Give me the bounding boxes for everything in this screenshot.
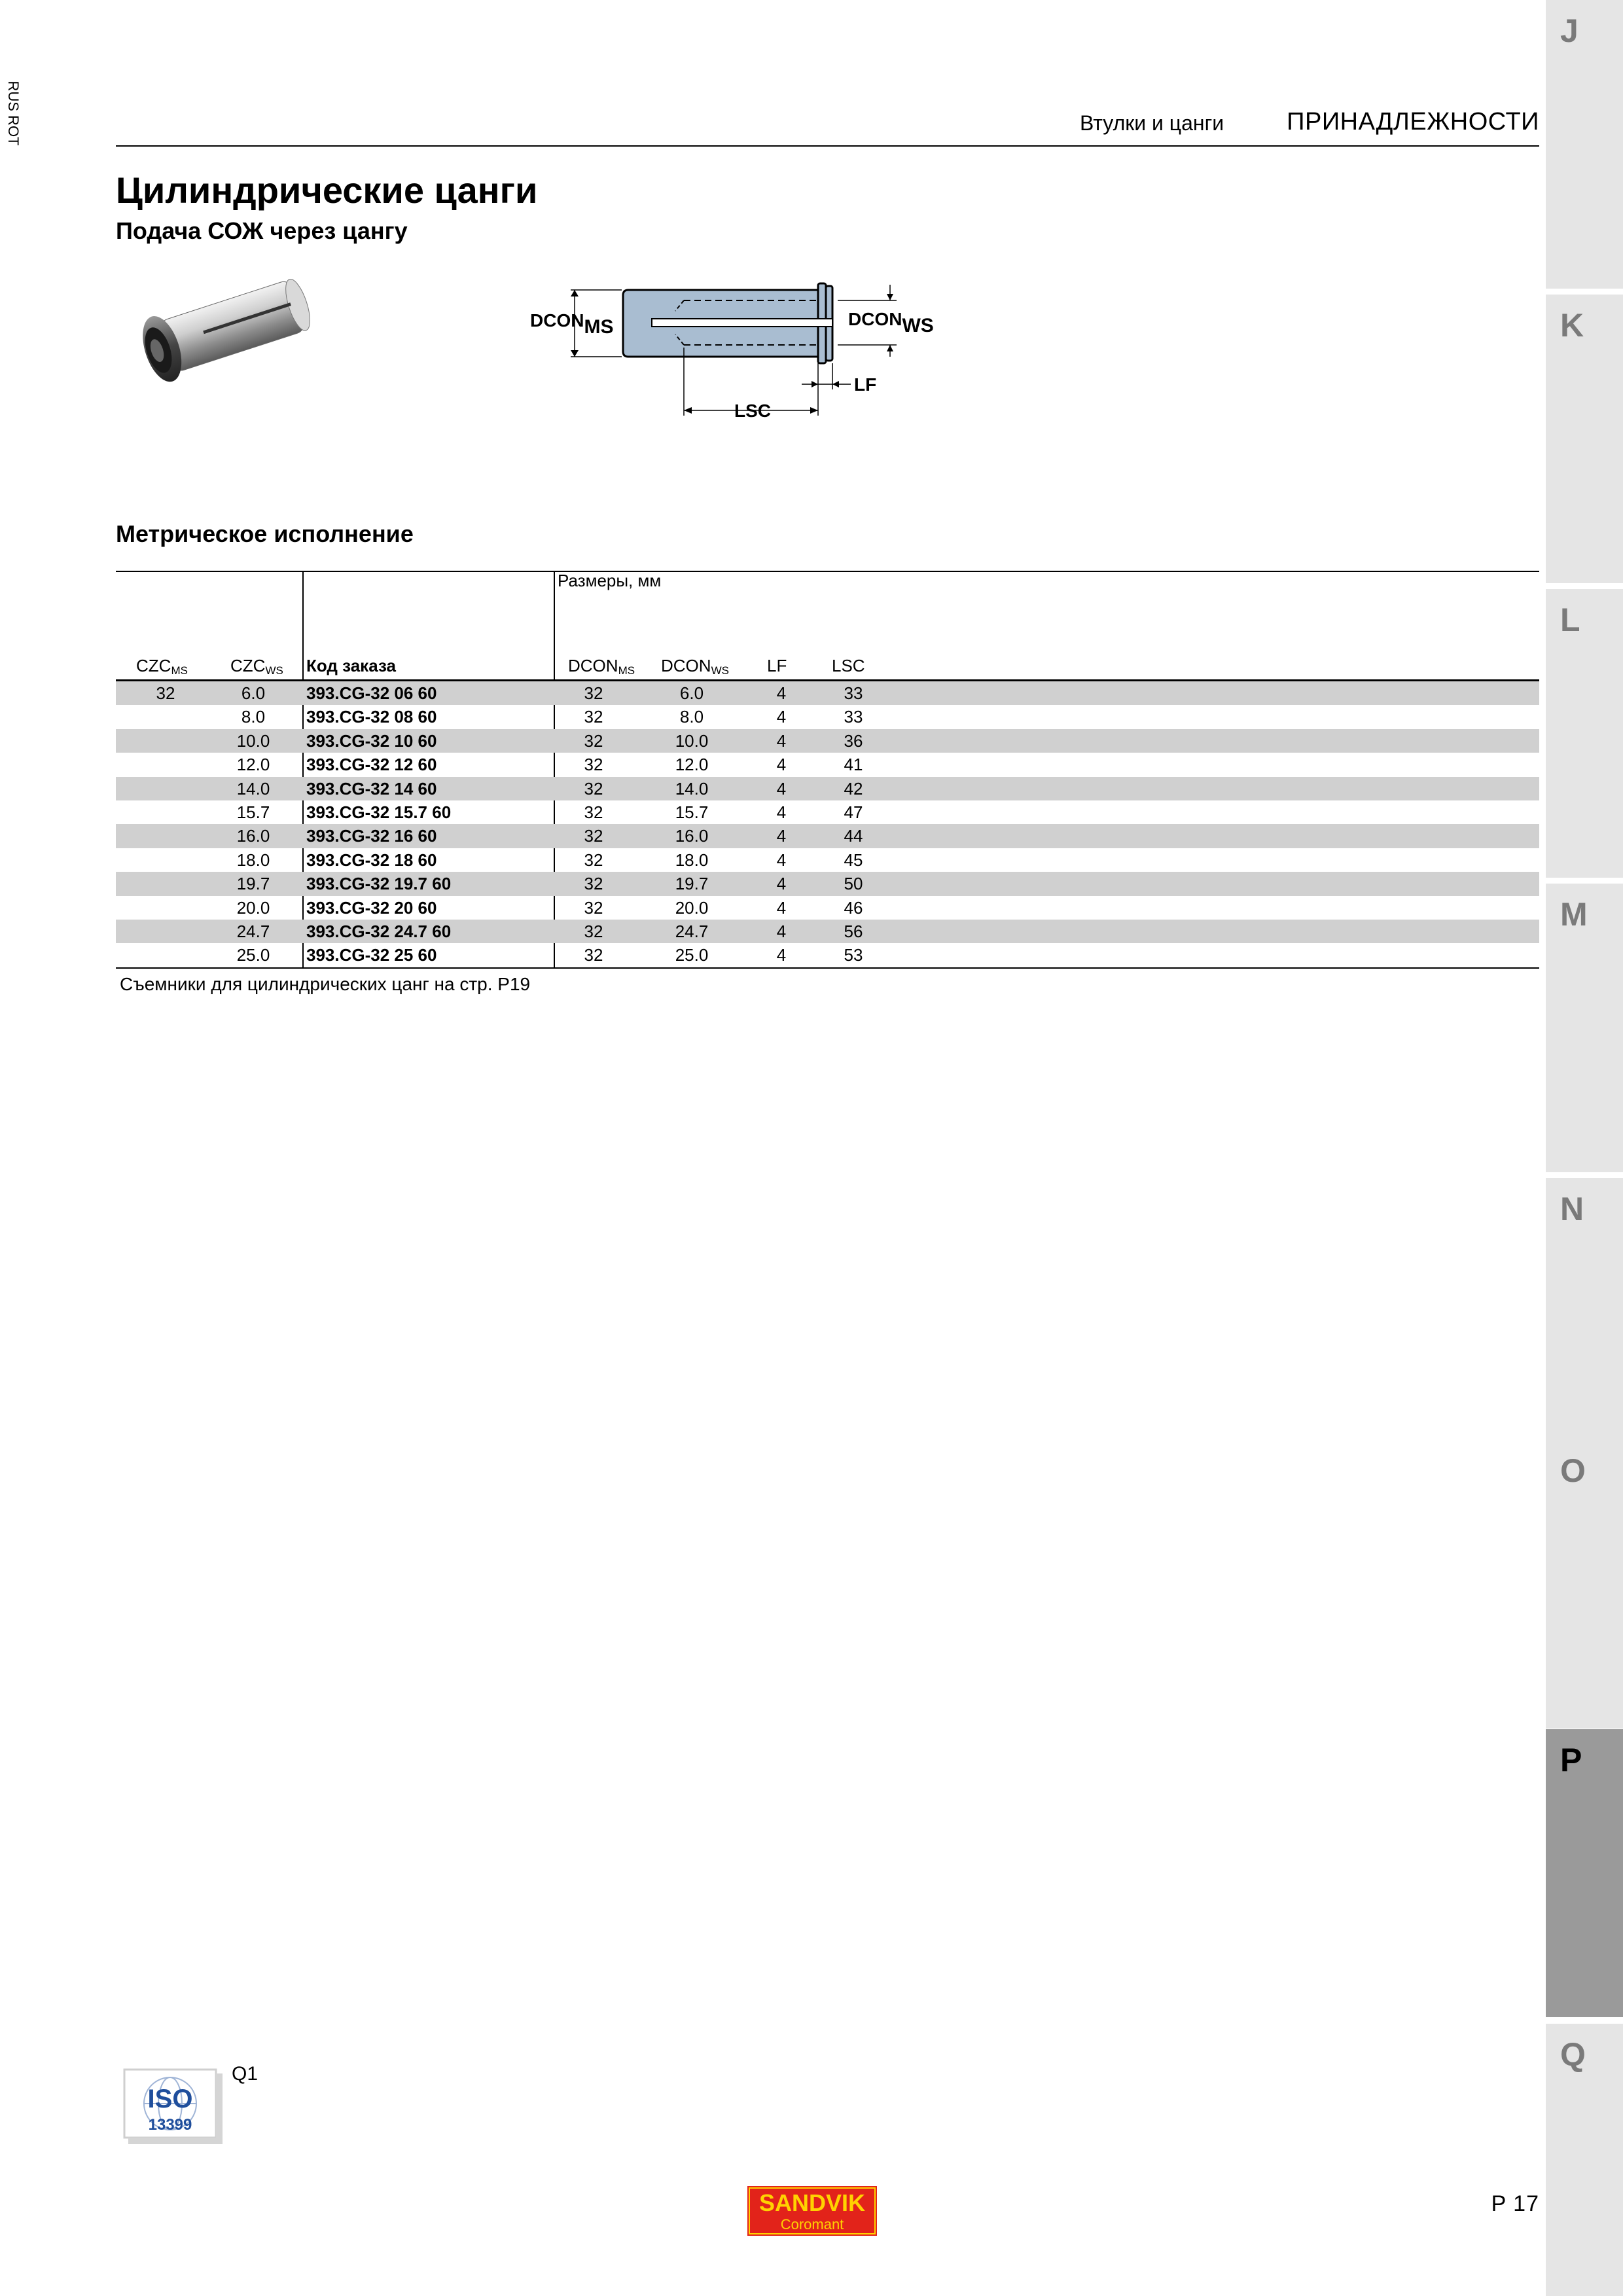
tab-q[interactable]: [1546, 2024, 1623, 2296]
cell-lf: 4: [776, 921, 787, 941]
iso-text: ISO: [147, 2085, 193, 2113]
cell-dcon-ws: 14.0: [675, 778, 709, 798]
cell-dcon-ms: 32: [584, 874, 603, 894]
tab-n[interactable]: [1546, 1178, 1623, 1467]
cell-order-code: 393.CG-32 10 60: [306, 730, 437, 751]
col-header-order-code: Код заказа: [306, 656, 397, 675]
section-heading: Метрическое исполнение: [116, 520, 414, 547]
cell-czc-ws: 15.7: [236, 802, 270, 822]
cell-lsc: 41: [844, 755, 863, 775]
table-row: [116, 705, 1539, 728]
table-row: [116, 729, 1539, 753]
dim-label-dcon-ms: DCONMS: [530, 310, 614, 338]
col-header-lsc: LSC: [832, 656, 865, 675]
tab-j[interactable]: [1546, 0, 1623, 289]
cell-lsc: 45: [844, 850, 863, 870]
table-bottom-rule: [116, 967, 1539, 969]
cell-dcon-ws: 16.0: [675, 826, 709, 846]
col-header-czc-ws: $CZC_{WS}$: [230, 656, 283, 677]
tab-letter: P: [1560, 1742, 1582, 1778]
table-row: [116, 943, 1539, 967]
table-body: [116, 681, 1539, 967]
sandvik-coromant-logo: [747, 2186, 877, 2236]
cell-czc-ms: [152, 729, 179, 753]
header-rule: [116, 145, 1539, 147]
cell-dcon-ms: 32: [584, 897, 603, 918]
cell-dcon-ms: 32: [584, 730, 603, 751]
cell-dcon-ms: 32: [584, 945, 603, 965]
table-top-rule: [116, 571, 1539, 572]
cell-czc-ms: [152, 800, 179, 824]
table-row: [116, 824, 1539, 848]
dim-label-lsc: LSC: [734, 401, 771, 421]
cell-czc-ms: 32: [156, 683, 175, 703]
dim-label-lf: LF: [854, 374, 877, 395]
quality-label: Q1: [232, 2063, 259, 2085]
cell-czc-ws: 16.0: [236, 826, 270, 846]
cell-czc-ms: [152, 848, 179, 872]
cell-czc-ms: [152, 705, 179, 728]
page-title: Цилиндрические цанги: [116, 170, 538, 211]
cell-lf: 4: [776, 850, 787, 870]
cell-dcon-ms: 32: [584, 778, 603, 798]
page-number: P 17: [1491, 2191, 1539, 2216]
cell-czc-ws: 20.0: [236, 897, 270, 918]
cell-lsc: 50: [844, 874, 863, 894]
cell-dcon-ws: 12.0: [675, 755, 709, 775]
logo-subwordmark: Coromant: [780, 2216, 844, 2233]
cell-czc-ws: 12.0: [236, 755, 270, 775]
cell-dcon-ms: 32: [584, 707, 603, 727]
cell-lf: 4: [776, 897, 787, 918]
table-row: [116, 920, 1539, 943]
dim-label-dcon-ws: DCONWS: [848, 309, 934, 336]
cell-czc-ws: 25.0: [236, 945, 270, 965]
header-subsection: Втулки и цанги: [1080, 111, 1224, 135]
header-section: ПРИНАДЛЕЖНОСТИ: [1287, 108, 1539, 135]
footnote: Съемники для цилиндрических цанг на стр. P19: [120, 974, 531, 994]
cell-czc-ms: [152, 872, 179, 895]
iso-13399-badge: [118, 2067, 226, 2147]
cell-lsc: 44: [844, 826, 863, 846]
cell-dcon-ms: 32: [584, 826, 603, 846]
cell-czc-ws: 24.7: [236, 921, 270, 941]
tab-letter: L: [1560, 601, 1580, 638]
cell-dcon-ms: 32: [584, 921, 603, 941]
table-row: [116, 681, 1539, 705]
col-header-czc-ms: $CZC_{MS}$: [136, 656, 188, 677]
cell-lf: 4: [776, 802, 787, 822]
cell-dcon-ws: 19.7: [675, 874, 709, 894]
cell-dcon-ws: 15.7: [675, 802, 709, 822]
cell-czc-ws: 6.0: [241, 683, 266, 703]
cell-dcon-ws: 18.0: [675, 850, 709, 870]
cell-dcon-ws: 25.0: [675, 945, 709, 965]
cell-dcon-ws: 8.0: [679, 707, 704, 727]
collet-photo: [124, 262, 327, 393]
cell-czc-ws: 19.7: [236, 874, 270, 894]
tab-o[interactable]: [1546, 1440, 1623, 1729]
cell-czc-ms: [152, 824, 179, 848]
table-row: [116, 896, 1539, 920]
table-row: [116, 848, 1539, 872]
col-header-dcon-ms: $DCON_{MS}$: [568, 656, 635, 677]
cell-order-code: 393.CG-32 25 60: [306, 945, 437, 965]
cell-lf: 4: [776, 778, 787, 798]
cell-lf: 4: [776, 826, 787, 846]
cell-lsc: 47: [844, 802, 863, 822]
table-row: [116, 753, 1539, 776]
cell-czc-ws: 8.0: [241, 707, 266, 727]
cell-order-code: 393.CG-32 18 60: [306, 850, 437, 870]
cell-lsc: 42: [844, 778, 863, 798]
cell-dcon-ws: 10.0: [675, 730, 709, 751]
cell-order-code: 393.CG-32 14 60: [306, 778, 437, 798]
cell-lf: 4: [776, 683, 787, 703]
cell-dcon-ms: 32: [584, 850, 603, 870]
cell-lsc: 33: [844, 683, 863, 703]
cell-dcon-ws: 6.0: [679, 683, 704, 703]
cell-czc-ws: 18.0: [236, 850, 270, 870]
cell-dcon-ms: 32: [584, 755, 603, 775]
side-code: RUS ROT: [5, 81, 22, 146]
table-row: [116, 872, 1539, 895]
cell-lf: 4: [776, 755, 787, 775]
cell-order-code: 393.CG-32 06 60: [306, 683, 437, 703]
cell-order-code: 393.CG-32 12 60: [306, 755, 437, 775]
tab-k[interactable]: [1546, 295, 1623, 583]
tab-letter: Q: [1560, 2036, 1586, 2073]
cell-lf: 4: [776, 730, 787, 751]
cell-lsc: 56: [844, 921, 863, 941]
tab-letter: K: [1560, 307, 1584, 344]
table-row: [116, 777, 1539, 800]
cell-lf: 4: [776, 945, 787, 965]
tab-letter: N: [1560, 1191, 1584, 1227]
cell-czc-ms: [152, 920, 179, 943]
cell-dcon-ws: 20.0: [675, 897, 709, 918]
col-header-dcon-ws: $DCON_{WS}$: [661, 656, 729, 677]
cell-order-code: 393.CG-32 08 60: [306, 707, 437, 727]
cell-lf: 4: [776, 874, 787, 894]
table-row: [116, 800, 1539, 824]
tab-letter: J: [1560, 12, 1578, 49]
cell-order-code: 393.CG-32 19.7 60: [306, 874, 452, 894]
tab-p[interactable]: [1546, 1729, 1623, 2017]
cell-czc-ms: [152, 753, 179, 776]
cell-lsc: 53: [844, 945, 863, 965]
cell-czc-ms: [152, 896, 179, 920]
logo-wordmark: SANDVIK: [758, 2189, 866, 2216]
col-header-lf: LF: [767, 656, 787, 675]
cell-dcon-ws: 24.7: [675, 921, 709, 941]
collet-drawing: [524, 272, 955, 429]
cell-czc-ws: 10.0: [236, 730, 270, 751]
dimensions-caption: Размеры, мм: [558, 571, 662, 590]
cell-lsc: 46: [844, 897, 863, 918]
tab-letter: M: [1560, 896, 1588, 933]
tab-letter: O: [1560, 1452, 1586, 1489]
cell-order-code: 393.CG-32 24.7 60: [306, 921, 452, 941]
cell-order-code: 393.CG-32 15.7 60: [306, 802, 452, 822]
cell-czc-ws: 14.0: [236, 778, 270, 798]
side-tab-bar: [1546, 0, 1623, 2296]
iso-number: 13399: [148, 2116, 192, 2134]
cell-czc-ms: [152, 943, 179, 967]
cell-lsc: 33: [844, 707, 863, 727]
page-subtitle: Подача СОЖ через цангу: [116, 217, 408, 244]
cell-order-code: 393.CG-32 16 60: [306, 826, 437, 846]
cell-order-code: 393.CG-32 20 60: [306, 897, 437, 918]
cell-dcon-ms: 32: [584, 683, 603, 703]
cell-lf: 4: [776, 707, 787, 727]
tab-l[interactable]: [1546, 589, 1623, 878]
cell-dcon-ms: 32: [584, 802, 603, 822]
cell-czc-ms: [152, 777, 179, 800]
cell-lsc: 36: [844, 730, 863, 751]
tab-m[interactable]: [1546, 884, 1623, 1172]
